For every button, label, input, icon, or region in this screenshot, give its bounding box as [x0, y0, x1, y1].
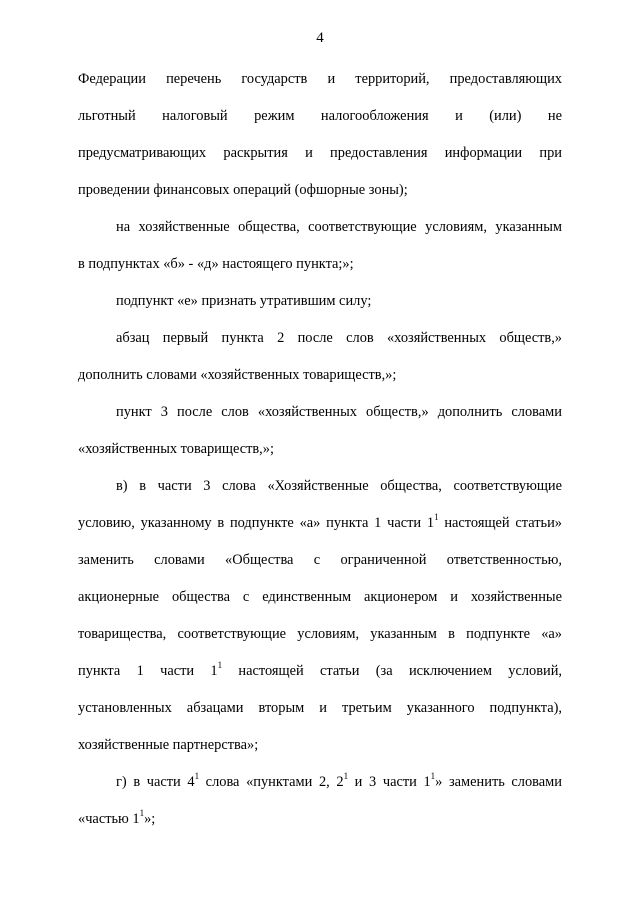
text-line: на хозяйственные общества, соответствующие условиям, указанным	[116, 219, 562, 235]
page-number: 4	[316, 30, 324, 46]
superscript: 1	[434, 512, 439, 522]
superscript: 1	[343, 771, 349, 781]
text-segment: «частью 1	[78, 811, 140, 827]
text-line: в подпунктах «б» - «д» настоящего пункта;»;	[78, 256, 354, 272]
text-line: абзац первый пункта 2 после слов «хозяйственных обществ,»	[116, 330, 562, 346]
text-segment: г) в части 4	[116, 774, 195, 790]
text-line	[78, 510, 562, 547]
text-line: акционерные общества с единственным акционером и хозяйственные	[78, 589, 562, 605]
text-segment: и 3 части 1	[348, 774, 431, 790]
text-line: хозяйственные партнерства»;	[78, 737, 259, 753]
text-line: пункт 3 после слов «хозяйственных обществ,» дополнить словами	[116, 404, 562, 420]
text-line: установленных абзацами вторым и третьим указанного подпункта),	[78, 700, 562, 716]
text-segment: настоящей статьи»	[438, 515, 562, 531]
superscript: 1	[139, 808, 145, 818]
text-segment: настоящей статьи (за исключением условий,	[222, 663, 563, 679]
text-line: льготный налоговый режим налогообложения и (или) не	[78, 108, 562, 124]
superscript: 1	[430, 771, 436, 781]
text-segment: пункта 1 части 1	[78, 663, 218, 679]
text-line	[78, 658, 562, 695]
text-line: дополнить словами «хозяйственных товариществ,»;	[78, 367, 397, 383]
text-segment: »;	[144, 811, 156, 827]
text-segment: слова «пунктами 2, 2	[199, 774, 344, 790]
text-line: товарищества, соответствующие условиям, указанным в подпункте «а»	[78, 626, 562, 642]
text-line: «хозяйственных товариществ,»;	[78, 441, 274, 457]
text-line: заменить словами «Общества с ограниченной ответственностью,	[78, 552, 562, 568]
text-line	[78, 769, 562, 806]
text-line: подпункт «е» признать утратившим силу;	[116, 293, 372, 309]
text-segment: » заменить словами	[435, 774, 562, 790]
document-body	[78, 66, 562, 843]
text-line: Федерации перечень государств и территорий, предоставляющих	[78, 71, 562, 87]
superscript: 1	[194, 771, 200, 781]
text-segment: условию, указанному в подпункте «а» пункта 1 части 1	[78, 515, 435, 531]
text-line: предусматривающих раскрытия и предоставления информации при	[78, 145, 562, 161]
superscript: 1	[217, 660, 223, 670]
text-line: проведении финансовых операций (офшорные зоны);	[78, 182, 408, 198]
text-line	[78, 806, 562, 843]
text-line: в) в части 3 слова «Хозяйственные общества, соответствующие	[116, 478, 562, 494]
